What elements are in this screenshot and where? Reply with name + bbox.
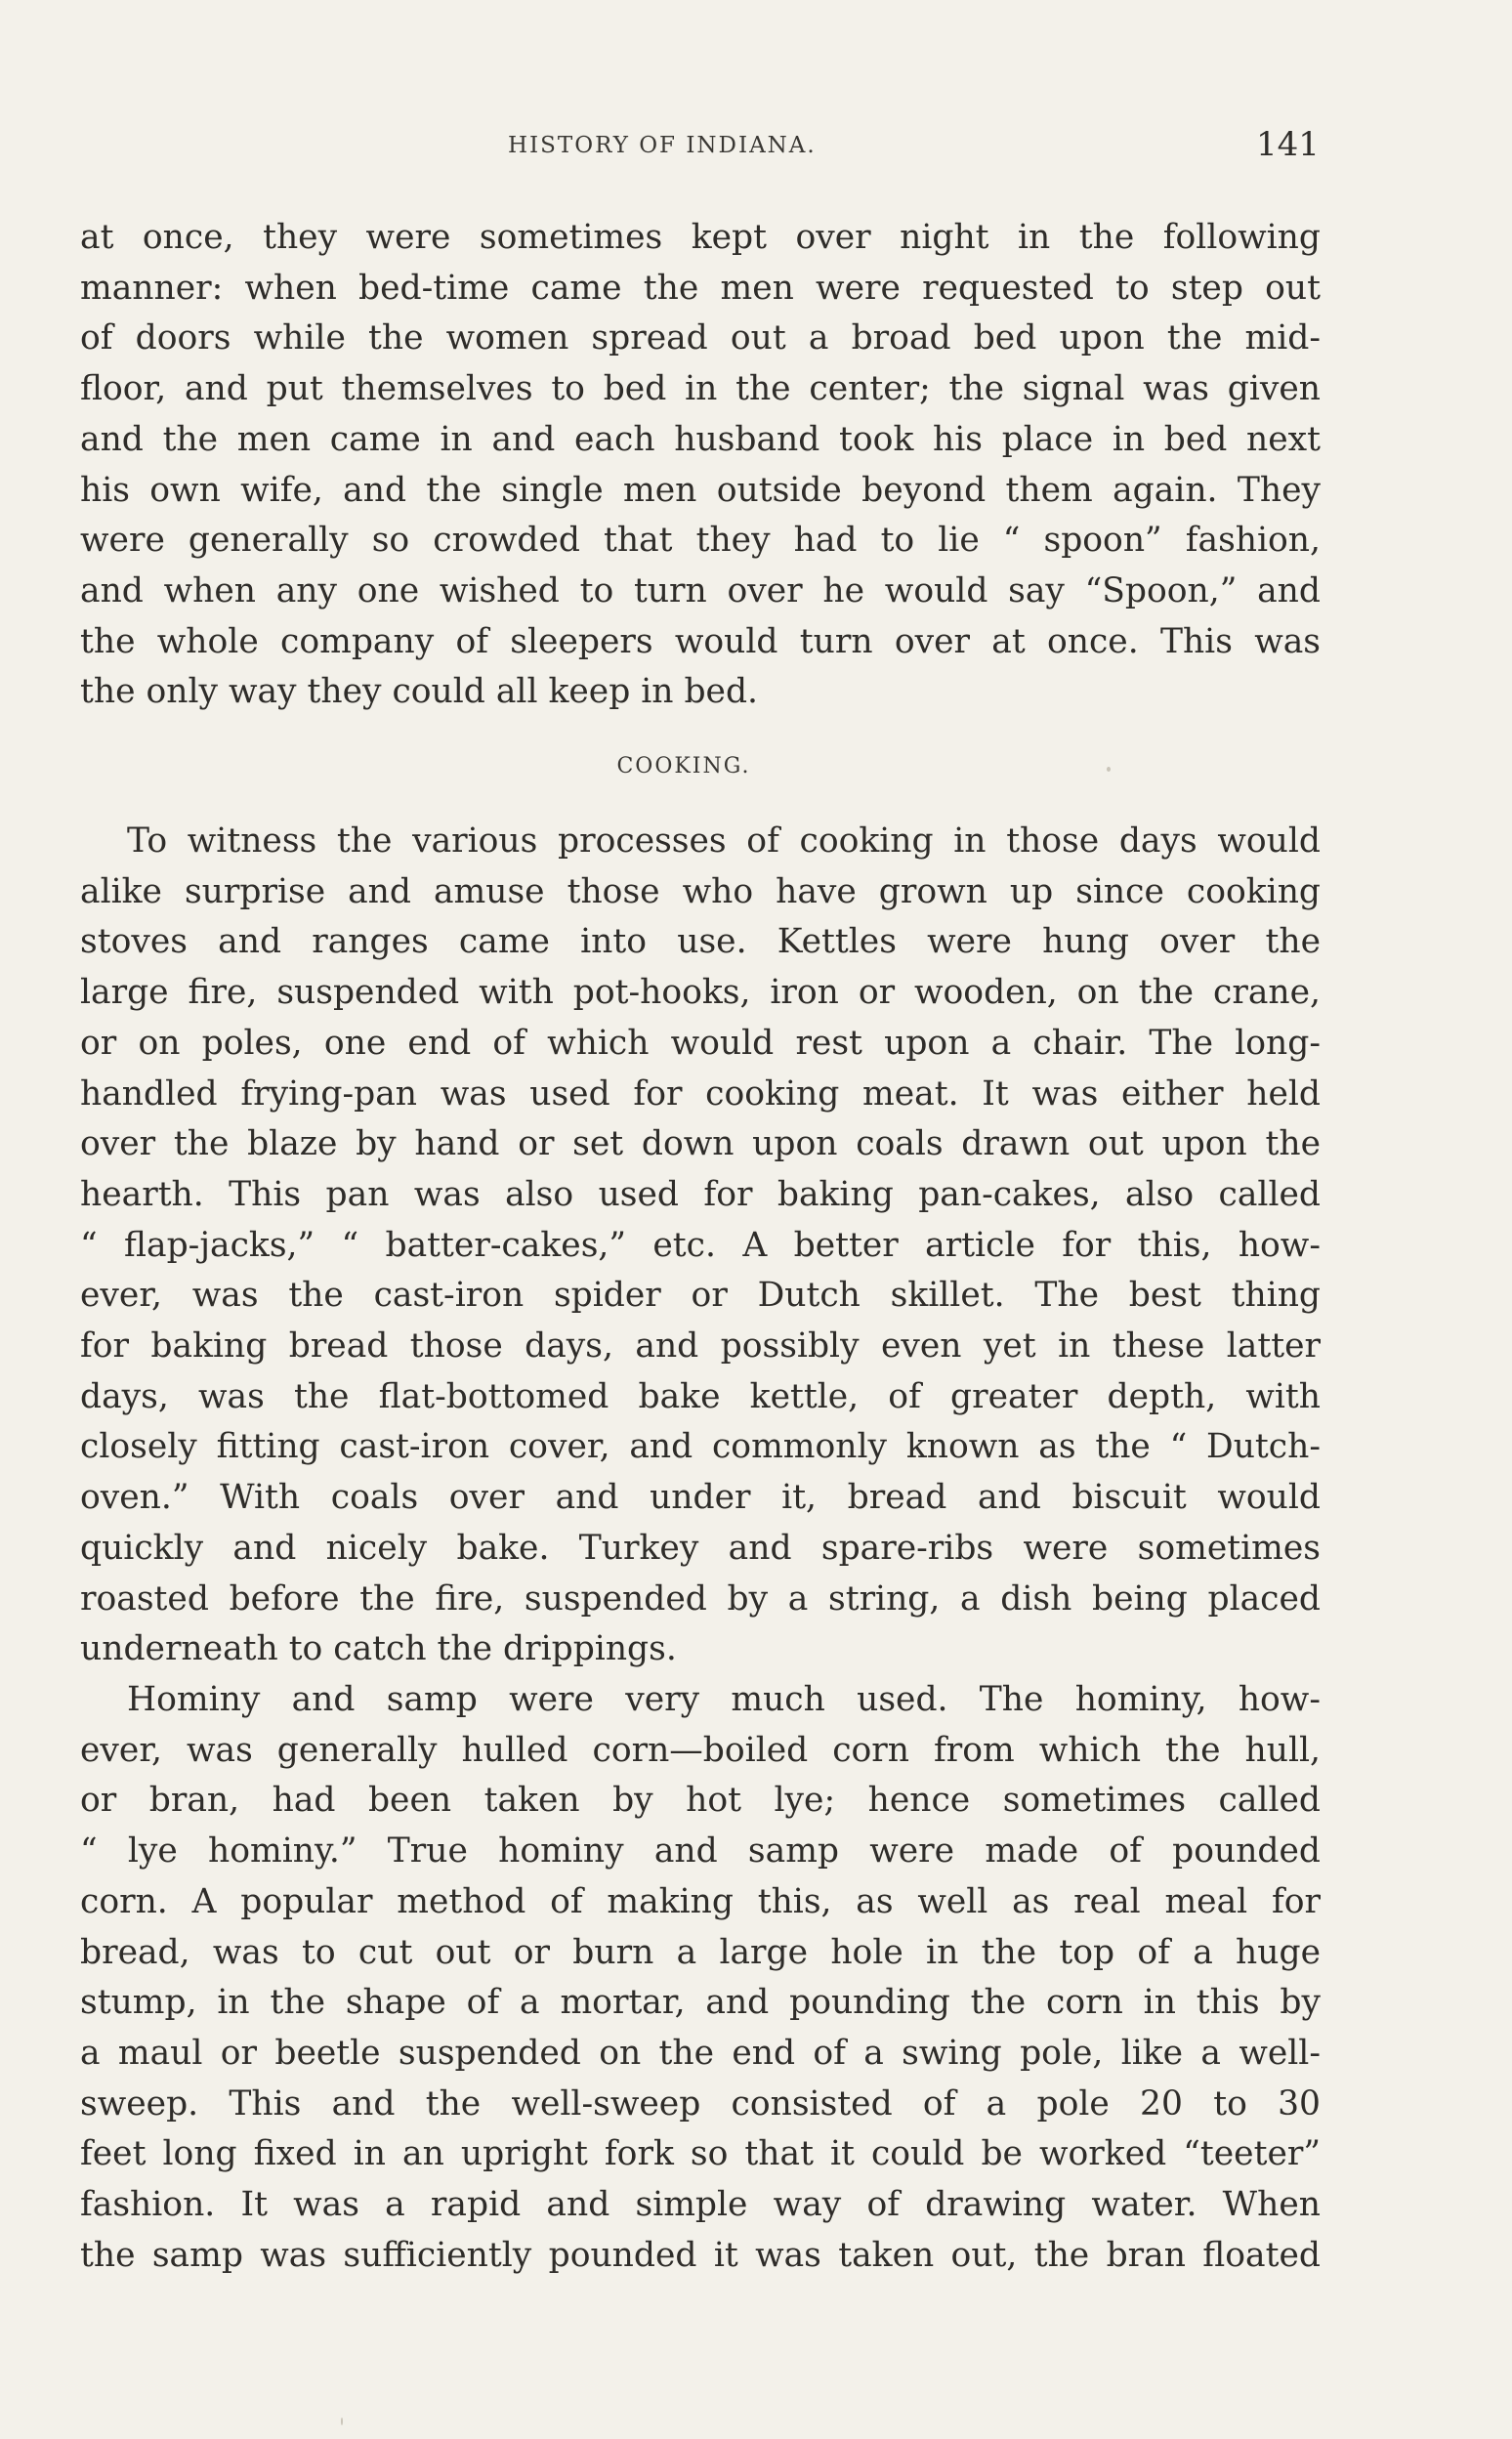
text-line: handled frying-pan was used for cooking meat. It was either held [80, 1073, 1321, 1114]
text-line: “ flap-jacks,” “ batter-cakes,” etc. A better article for this, how- [80, 1225, 1321, 1265]
text-line: over the blaze by hand or set down upon coals drawn out upon the [80, 1124, 1321, 1164]
text-line: for baking bread those days, and possibly even yet in these latter [80, 1326, 1321, 1367]
text-line: closely fitting cast-iron cover, and commonly known as the “ Dutch- [80, 1427, 1321, 1467]
text-line: or on poles, one end of which would rest upon a chair. The long- [80, 1023, 1321, 1063]
text-line: the samp was sufficiently pounded it was taken out, the bran floated [80, 2235, 1321, 2275]
text-line: To witness the various processes of cooking in those days would [127, 821, 1321, 861]
text-line: sweep. This and the well-sweep consisted of a pole 20 to 30 [80, 2083, 1321, 2124]
text-line: at once, they were sometimes kept over night in the following [80, 218, 1321, 257]
paper-speck [341, 2418, 343, 2425]
text-line: stump, in the shape of a mortar, and pounding the corn in this by [80, 1983, 1321, 2023]
paragraph-cooking [80, 817, 1321, 1675]
text-line: bread, was to cut out or burn a large hole in the top of a huge [80, 1932, 1321, 1972]
text-line: his own wife, and the single men outside beyond them again. They [80, 470, 1321, 510]
text-line: corn. A popular method of making this, as well as real meal for [80, 1881, 1321, 1921]
text-line: days, was the flat-bottomed bake kettle, of greater depth, with [80, 1376, 1321, 1416]
text-line: were generally so crowded that they had to lie “ spoon” fashion, [80, 521, 1321, 561]
paragraph-hominy [80, 1675, 1321, 2281]
text-line: roasted before the fire, suspended by a string, a dish being placed [80, 1578, 1321, 1619]
text-line: alike surprise and amuse those who have grown up since cooking [80, 871, 1321, 911]
text-line: of doors while the women spread out a broad bed upon the mid- [80, 318, 1321, 358]
section-heading-cooking: COOKING. [616, 754, 751, 778]
running-title: HISTORY OF INDIANA. [508, 133, 817, 158]
text-line: Hominy and samp were very much used. The hominy, how- [127, 1680, 1321, 1719]
text-line: or bran, had been taken by hot lye; hence sometimes called [80, 1781, 1321, 1821]
text-line: a maul or beetle suspended on the end of a swing pole, like a well- [80, 2033, 1321, 2073]
text-line: the only way they could all keep in bed. [80, 672, 759, 712]
text-line: and the men came in and each husband took his place in bed next [80, 419, 1321, 459]
text-line: fashion. It was a rapid and simple way of drawing water. When [80, 2185, 1321, 2225]
text-line: ever, was generally hulled corn—boiled corn from which the hull, [80, 1730, 1321, 1770]
paper-speck [1107, 767, 1111, 772]
text-line: feet long fixed in an upright fork so that it could be worked “teeter” [80, 2134, 1321, 2174]
text-line: manner: when bed-time came the men were requested to step out [80, 268, 1321, 308]
text-line: large fire, suspended with pot-hooks, iron or wooden, on the crane, [80, 973, 1321, 1013]
page-number: 141 [1256, 125, 1320, 164]
text-line: hearth. This pan was also used for baking pan-cakes, also called [80, 1174, 1321, 1214]
text-line: “ lye hominy.” True hominy and samp were made of pounded [80, 1831, 1321, 1871]
text-line: oven.” With coals over and under it, bread and biscuit would [80, 1478, 1321, 1518]
paragraph-sleeping-arrangement [80, 213, 1321, 718]
text-line: quickly and nicely bake. Turkey and spare-ribs were sometimes [80, 1528, 1321, 1568]
text-line: and when any one wished to turn over he would say “Spoon,” and [80, 570, 1321, 610]
text-line: the whole company of sleepers would turn over at once. This was [80, 621, 1321, 661]
text-line: ever, was the cast-iron spider or Dutch skillet. The best thing [80, 1276, 1321, 1316]
text-line: stoves and ranges came into use. Kettles were hung over the [80, 922, 1321, 962]
text-line: floor, and put themselves to bed in the center; the signal was given [80, 369, 1321, 409]
text-line: underneath to catch the drippings. [80, 1629, 677, 1669]
